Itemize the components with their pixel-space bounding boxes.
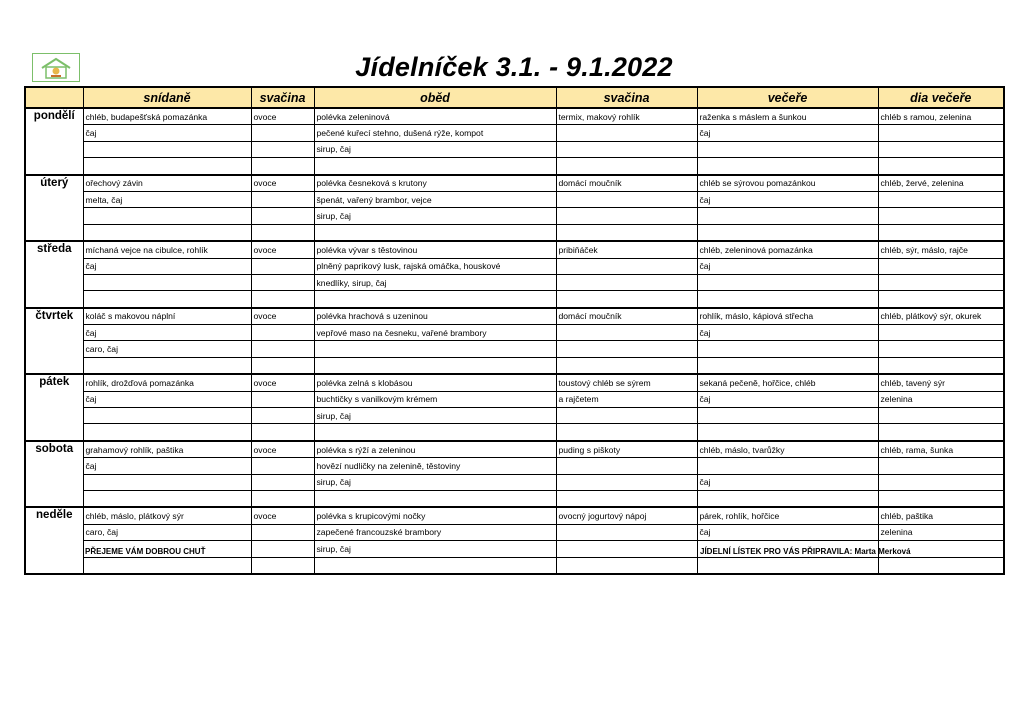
menu-cell — [83, 274, 251, 290]
table-row — [25, 490, 1004, 507]
menu-cell — [697, 490, 878, 507]
menu-cell: plněný paprikový lusk, rajská omáčka, houskové — [314, 258, 556, 274]
menu-cell: polévka s rýží a zeleninou — [314, 441, 556, 458]
menu-cell: toustový chléb se sýrem — [556, 374, 697, 391]
menu-cell — [83, 474, 251, 490]
menu-cell — [314, 357, 556, 374]
menu-cell: špenát, vařený brambor, vejce — [314, 191, 556, 207]
menu-cell — [83, 424, 251, 441]
menu-cell — [697, 158, 878, 175]
day-name: neděle — [25, 507, 83, 574]
menu-cell — [556, 158, 697, 175]
menu-cell: chléb, paštika — [878, 507, 1004, 524]
menu-cell: ovoce — [251, 507, 314, 524]
menu-cell: caro, čaj — [83, 524, 251, 540]
table-row — [25, 274, 1004, 290]
table-row — [25, 507, 1004, 524]
menu-cell — [251, 490, 314, 507]
menu-cell: raženka s máslem a šunkou — [697, 108, 878, 125]
menu-cell — [556, 357, 697, 374]
table-row — [25, 557, 1004, 574]
menu-cell — [697, 458, 878, 474]
menu-cell — [556, 341, 697, 357]
menu-cell: chléb, tavený sýr — [878, 374, 1004, 391]
menu-cell — [83, 490, 251, 507]
menu-cell — [878, 424, 1004, 441]
header-row — [25, 87, 1004, 108]
header-vecere: večeře — [697, 87, 878, 108]
table-row — [25, 291, 1004, 308]
menu-cell — [556, 424, 697, 441]
day-name: úterý — [25, 175, 83, 242]
menu-cell: ořechový závin — [83, 175, 251, 192]
menu-cell: chléb se sýrovou pomazánkou — [697, 175, 878, 192]
menu-cell — [556, 490, 697, 507]
menu-cell: caro, čaj — [83, 341, 251, 357]
menu-cell — [556, 408, 697, 424]
table-row — [25, 108, 1004, 125]
table-row — [25, 241, 1004, 258]
table-row — [25, 224, 1004, 241]
menu-cell: pečené kuřecí stehno, dušená rýže, kompot — [314, 125, 556, 141]
menu-cell: chléb, máslo, tvarůžky — [697, 441, 878, 458]
menu-cell — [83, 141, 251, 157]
table-row — [25, 474, 1004, 490]
menu-cell — [556, 274, 697, 290]
menu-cell: buchtičky s vanilkovým krémem — [314, 391, 556, 407]
menu-cell: chléb, rama, šunka — [878, 441, 1004, 458]
table-row — [25, 258, 1004, 274]
menu-cell: čaj — [697, 325, 878, 341]
menu-cell — [556, 125, 697, 141]
menu-cell: chléb, žervé, zelenina — [878, 175, 1004, 192]
table-row — [25, 524, 1004, 540]
menu-cell: rohlík, máslo, kápiová střecha — [697, 308, 878, 325]
menu-cell: čaj — [697, 391, 878, 407]
menu-cell — [697, 341, 878, 357]
menu-cell — [697, 208, 878, 224]
menu-cell: sirup, čaj — [314, 408, 556, 424]
menu-cell: chléb, budapešťská pomazánka — [83, 108, 251, 125]
menu-cell: čaj — [697, 258, 878, 274]
menu-cell: vepřové maso na česneku, vařené brambory — [314, 325, 556, 341]
menu-cell — [251, 424, 314, 441]
menu-cell — [878, 458, 1004, 474]
menu-cell: sirup, čaj — [314, 541, 556, 557]
table-row — [25, 391, 1004, 407]
menu-cell — [556, 291, 697, 308]
menu-cell: polévka vývar s těstovinou — [314, 241, 556, 258]
menu-cell: čaj — [83, 125, 251, 141]
menu-cell — [556, 557, 697, 574]
menu-cell — [556, 458, 697, 474]
day-name: sobota — [25, 441, 83, 508]
menu-cell — [83, 291, 251, 308]
menu-cell — [314, 291, 556, 308]
menu-cell: sekaná pečeně, hořčice, chléb — [697, 374, 878, 391]
menu-cell: ovoce — [251, 241, 314, 258]
menu-cell — [878, 341, 1004, 357]
menu-cell: sirup, čaj — [314, 141, 556, 157]
table-row — [25, 341, 1004, 357]
menu-cell — [251, 141, 314, 157]
menu-cell — [697, 141, 878, 157]
header-svacina-2: svačina — [556, 87, 697, 108]
header-dia-vecere: dia večeře — [878, 87, 1004, 108]
table-row — [25, 441, 1004, 458]
menu-cell: čaj — [697, 125, 878, 141]
menu-cell — [878, 557, 1004, 574]
menu-cell — [878, 191, 1004, 207]
table-row — [25, 308, 1004, 325]
menu-cell — [556, 541, 697, 557]
footer-greeting: PŘEJEME VÁM DOBROU CHUŤ — [85, 547, 206, 556]
menu-cell — [251, 524, 314, 540]
table-row — [25, 458, 1004, 474]
table-row — [25, 175, 1004, 192]
menu-cell — [314, 158, 556, 175]
header-snidane: snídaně — [83, 87, 251, 108]
table-row — [25, 357, 1004, 374]
menu-cell: zelenina — [878, 524, 1004, 540]
menu-cell — [251, 541, 314, 557]
menu-cell: polévka hrachová s uzeninou — [314, 308, 556, 325]
day-name: pondělí — [25, 108, 83, 175]
day-name: středa — [25, 241, 83, 308]
menu-cell: míchaná vejce na cibulce, rohlík — [83, 241, 251, 258]
menu-cell — [556, 208, 697, 224]
menu-cell: ovoce — [251, 374, 314, 391]
menu-cell — [556, 191, 697, 207]
table-row — [25, 208, 1004, 224]
menu-cell — [878, 325, 1004, 341]
menu-cell — [556, 258, 697, 274]
menu-cell: chléb, plátkový sýr, okurek — [878, 308, 1004, 325]
menu-cell — [83, 224, 251, 241]
menu-cell — [251, 258, 314, 274]
menu-cell: čaj — [697, 524, 878, 540]
day-name: pátek — [25, 374, 83, 441]
menu-cell: chléb, sýr, máslo, rajče — [878, 241, 1004, 258]
menu-cell: hovězí nudličky na zelenině, těstoviny — [314, 458, 556, 474]
menu-cell — [251, 208, 314, 224]
menu-cell: chléb, zeleninová pomazánka — [697, 241, 878, 258]
menu-cell: ovoce — [251, 108, 314, 125]
menu-cell: melta, čaj — [83, 191, 251, 207]
menu-cell: čaj — [83, 391, 251, 407]
header-svacina-1: svačina — [251, 87, 314, 108]
menu-cell — [556, 325, 697, 341]
menu-cell: čaj — [83, 258, 251, 274]
menu-cell — [314, 224, 556, 241]
table-row — [25, 374, 1004, 391]
menu-cell — [251, 391, 314, 407]
menu-cell: sirup, čaj — [314, 208, 556, 224]
table-row — [25, 191, 1004, 207]
menu-cell — [251, 291, 314, 308]
menu-cell — [556, 141, 697, 157]
menu-cell — [251, 191, 314, 207]
menu-cell: ovoce — [251, 441, 314, 458]
menu-cell: rohlík, drožďová pomazánka — [83, 374, 251, 391]
table-row — [25, 424, 1004, 441]
menu-cell: sirup, čaj — [314, 474, 556, 490]
menu-cell: ovoce — [251, 175, 314, 192]
menu-cell — [697, 408, 878, 424]
menu-cell — [697, 357, 878, 374]
footer-author: JÍDELNÍ LÍSTEK PRO VÁS PŘIPRAVILA: Marta Merková — [700, 547, 911, 556]
header-day — [25, 87, 83, 108]
menu-cell — [878, 357, 1004, 374]
table-row — [25, 408, 1004, 424]
menu-cell: čaj — [83, 325, 251, 341]
table-row — [25, 125, 1004, 141]
menu-cell — [251, 357, 314, 374]
menu-cell: grahamový rohlík, paštika — [83, 441, 251, 458]
menu-cell — [556, 524, 697, 540]
menu-cell — [83, 557, 251, 574]
menu-cell — [251, 125, 314, 141]
menu-cell: čaj — [697, 474, 878, 490]
menu-cell — [878, 208, 1004, 224]
menu-cell — [697, 274, 878, 290]
menu-cell: chléb, máslo, plátkový sýr — [83, 507, 251, 524]
menu-cell — [251, 325, 314, 341]
menu-cell — [314, 341, 556, 357]
menu-cell — [251, 274, 314, 290]
menu-cell: polévka zeleninová — [314, 108, 556, 125]
menu-cell: ovoce — [251, 308, 314, 325]
menu-cell — [251, 158, 314, 175]
menu-cell — [314, 490, 556, 507]
menu-cell — [878, 141, 1004, 157]
table-row — [25, 325, 1004, 341]
menu-cell — [878, 474, 1004, 490]
menu-cell: polévka s krupicovými nočky — [314, 507, 556, 524]
menu-cell — [556, 474, 697, 490]
menu-cell — [878, 408, 1004, 424]
menu-cell — [251, 557, 314, 574]
menu-cell — [697, 424, 878, 441]
menu-cell — [83, 208, 251, 224]
menu-cell — [878, 224, 1004, 241]
table-row — [25, 158, 1004, 175]
menu-cell — [556, 224, 697, 241]
table-row — [25, 141, 1004, 157]
menu-cell — [878, 158, 1004, 175]
menu-cell: a rajčetem — [556, 391, 697, 407]
menu-cell: knedlíky, sirup, čaj — [314, 274, 556, 290]
menu-table — [24, 86, 1005, 575]
menu-cell: chléb s ramou, zelenina — [878, 108, 1004, 125]
menu-cell — [878, 490, 1004, 507]
menu-cell: domácí moučník — [556, 175, 697, 192]
menu-cell — [697, 224, 878, 241]
header-obed: oběd — [314, 87, 556, 108]
menu-cell — [314, 557, 556, 574]
menu-cell: domácí moučník — [556, 308, 697, 325]
menu-cell: puding s piškoty — [556, 441, 697, 458]
menu-cell — [878, 291, 1004, 308]
menu-cell: koláč s makovou náplní — [83, 308, 251, 325]
menu-cell: čaj — [83, 458, 251, 474]
menu-cell — [251, 408, 314, 424]
menu-cell — [878, 258, 1004, 274]
menu-cell: čaj — [697, 191, 878, 207]
page-title: Jídelníček 3.1. - 9.1.2022 — [355, 52, 673, 82]
menu-cell: ovocný jogurtový nápoj — [556, 507, 697, 524]
menu-cell — [697, 557, 878, 574]
menu-cell — [83, 357, 251, 374]
menu-cell: termix, makový rohlík — [556, 108, 697, 125]
menu-cell — [878, 274, 1004, 290]
menu-cell: polévka zelná s klobásou — [314, 374, 556, 391]
menu-cell: polévka česneková s krutony — [314, 175, 556, 192]
menu-cell: pribiňáček — [556, 241, 697, 258]
menu-cell — [83, 158, 251, 175]
menu-cell — [697, 291, 878, 308]
menu-cell: zapečené francouzské brambory — [314, 524, 556, 540]
menu-cell: zelenina — [878, 391, 1004, 407]
menu-cell — [251, 224, 314, 241]
day-name: čtvrtek — [25, 308, 83, 375]
menu-cell — [83, 408, 251, 424]
menu-cell — [251, 474, 314, 490]
menu-cell — [878, 125, 1004, 141]
menu-cell: párek, rohlík, hořčice — [697, 507, 878, 524]
menu-body — [25, 108, 1004, 574]
menu-cell — [251, 458, 314, 474]
menu-cell — [251, 341, 314, 357]
menu-cell — [314, 424, 556, 441]
